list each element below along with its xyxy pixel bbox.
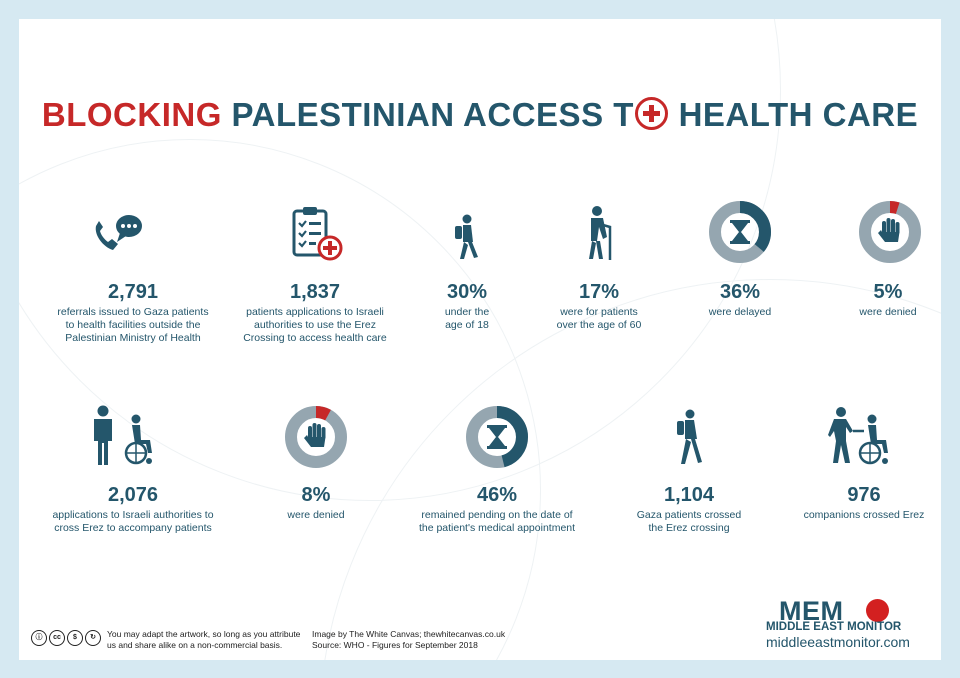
memo-logo: MEM (779, 596, 844, 626)
stat-label: were denied (859, 306, 917, 318)
stat-denied-patients (838, 281, 938, 319)
stat-value: 36% (719, 281, 761, 303)
stat-companions-crossed (794, 484, 934, 522)
stat-under-18 (417, 281, 517, 332)
stat-label: under the age of 18 (444, 306, 490, 331)
stat-patients-crossed (619, 484, 759, 535)
walking-child-icon (451, 214, 481, 264)
stat-value: 46% (476, 484, 518, 506)
stat-label: referrals issued to Gaza patients to health facilities outside the Palestinian Ministry of Health (57, 306, 209, 344)
cc-icon: cc (49, 630, 65, 646)
stat-label: companions crossed Erez (803, 509, 925, 521)
hourglass-icon (487, 425, 507, 449)
phone-chat-icon (93, 213, 143, 253)
brand-url[interactable]: middleeastmonitor.com (766, 634, 910, 650)
medical-cross-icon (635, 97, 668, 130)
elderly-person-icon (583, 205, 619, 261)
stat-value: 30% (446, 281, 488, 303)
stat-denied-companions (266, 484, 366, 522)
stat-applications (215, 281, 415, 345)
stop-hand-icon (878, 218, 900, 242)
stat-value: 976 (847, 484, 881, 506)
stat-delayed (690, 281, 790, 319)
page-title (0, 96, 960, 134)
cc-by-icon: ⓘ (31, 630, 47, 646)
denied-donut-chart (858, 200, 922, 264)
stat-value: 2,076 (107, 484, 159, 506)
walking-person-icon (672, 409, 706, 467)
pushing-wheelchair-icon (828, 407, 892, 467)
stat-label: were delayed (708, 306, 772, 318)
credit-text: Image by The White Canvas; thewhitecanvas.co.uk Source: WHO - Figures for September 2018 (312, 629, 506, 650)
stat-value: 17% (578, 281, 620, 303)
stat-value: 8% (301, 484, 331, 506)
pending-donut-chart (465, 405, 529, 469)
stat-label: were for patients over the age of 60 (556, 306, 642, 331)
title-part-3: HEALTH CARE (678, 96, 919, 133)
title-part-1: BLOCKING (41, 96, 222, 133)
stop-hand-icon (304, 423, 326, 447)
stat-value: 1,104 (663, 484, 715, 506)
title-part-2: PALESTINIAN ACCESS T (231, 96, 634, 133)
stat-label: patients applications to Israeli authorities to use the Erez Crossing to access health care (243, 306, 387, 344)
companion-wheelchair-icon (88, 405, 158, 467)
denied-donut-chart (284, 405, 348, 469)
stat-over-60 (534, 281, 664, 332)
stat-label: were denied (287, 509, 345, 521)
stat-label: remained pending on the date of the patient's medical appointment (418, 509, 576, 534)
delayed-donut-chart (708, 200, 772, 264)
license-text: You may adapt the artwork, so long as you attribute us and share alike on a non-commercial basis. (107, 629, 301, 650)
stat-value: 2,791 (107, 281, 159, 303)
stat-referrals (33, 281, 233, 345)
clipboard-medical-icon (290, 206, 346, 262)
stat-value: 5% (873, 281, 903, 303)
stat-label: Gaza patients crossed the Erez crossing (636, 509, 742, 534)
stat-value: 1,837 (289, 281, 341, 303)
stat-pending (397, 484, 597, 535)
share-alike-icon: ↻ (85, 630, 101, 646)
non-commercial-icon: $ (67, 630, 83, 646)
stat-companion-applications (23, 484, 243, 535)
memo-logo-dot (866, 599, 889, 622)
hourglass-icon (730, 220, 750, 244)
stat-label: applications to Israeli authorities to cross Erez to accompany patients (52, 509, 214, 534)
brand-name: MIDDLE EAST MONITOR (766, 621, 902, 633)
